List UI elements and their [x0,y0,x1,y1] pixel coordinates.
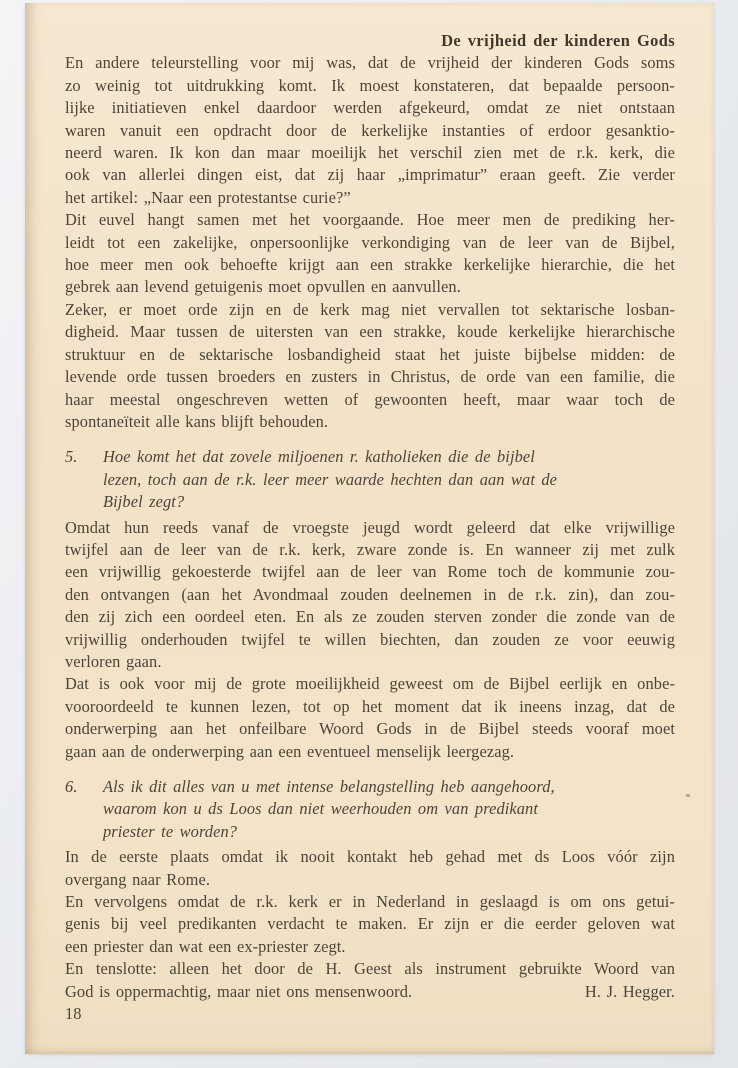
scan-speck [686,793,691,797]
text-line: overgang naar Rome. [65,869,211,889]
text-line: waarom kon u ds Loos dan niet weerhouden om van predikant [103,799,539,819]
text-line [65,981,675,1003]
text-line: digheid. Maar tussen de uitersten van een strakke, koude kerkelijke hierarchische [65,322,675,342]
text-line: In de eerste plaats omdat ik nooit kontakt heb gehad met ds Loos vóór zijn [65,847,675,867]
question-block [65,776,675,843]
paragraph-block [65,673,675,763]
text-line: levende orde tussen broeders en zusters in Christus, de orde van een familie, die [65,367,675,387]
text-line: genis bij veel predikanten verdacht te maken. Er zijn er die eerder geloven wat [65,914,675,934]
text-line: Zeker, er moet orde zijn en de kerk mag niet vervallen tot sektarische losban- [65,299,675,319]
text-line: vrijwillig onderhouden twijfel te willen biechten, dan zouden ze voor eeuwig [65,629,675,649]
question-block [65,446,675,513]
paragraph-block [65,846,675,891]
paragraph-block [65,891,675,958]
text-line: een priester dan wat een ex-priester zegt. [65,936,346,956]
text-blocks [65,52,675,1003]
text-line: lijke initiatieven enkel daardoor werden afgekeurd, omdat ze niet ontstaan [65,98,675,118]
text-line: den zij zich een oordeel eten. En als ze zouden sterven zonder die zonde van de [65,607,675,627]
author-signature: H. J. Hegger. [584,981,675,1001]
text-line: leidt tot een zakelijke, onpersoonlijke verkondiging van de leer van de Bijbel, [65,232,675,252]
text-line: den ontvangen (aan het Avondmaal zouden deelnemen in de r.k. zin), dan zou- [65,584,675,604]
text-line: spontaneïteit alle kans blijft behouden. [65,411,329,431]
text-line: een vrijwillig gekoesterde twijfel aan de leer van Rome toch de kommunie zou- [65,562,675,582]
text-line: Omdat hun reeds vanaf de vroegste jeugd wordt geleerd dat elke vrijwillige [65,517,675,537]
text-line: En vervolgens omdat de r.k. kerk er in Nederland in geslaagd is om ons getui- [65,892,675,912]
text-line: gebrek aan levend getuigenis moet opvullen en aanvullen. [65,277,461,297]
text-line: En andere teleurstelling voor mij was, dat de vrijheid der kinderen Gods soms [65,53,675,73]
text-line: Dat is ook voor mij de grote moeilijkheid geweest om de Bijbel eerlijk en onbe- [65,674,675,694]
text-line: vooroordeeld te kunnen lezen, tot op het moment dat ik ineens inzag, dat de [65,696,675,716]
closing-line-text: God is oppermachtig, maar niet ons mensenwoord. [65,981,413,1001]
text-line: Bijbel zegt? [103,492,185,512]
paragraph-block [65,958,675,1003]
text-line: hoe meer men ook behoefte krijgt aan een strakke kerkelijke hierarchie, die het [65,255,675,275]
text-line: twijfel aan de leer van de r.k. kerk, zware zonde is. En wanneer zij met zulk [65,539,675,559]
text-line: haar meestal ongeschreven wetten of gewoonten heeft, maar waar toch de [65,389,675,409]
text-line: 6. Als ik dit alles van u met intense belangstelling heb aangehoord, [103,776,675,798]
text-line: En tenslotte: alleen het door de H. Geest als instrument gebruikte Woord van [65,959,675,979]
text-line: gaan aan de onderwerping aan een eventueel menselijk leergezag. [65,741,515,761]
paragraph-block [65,52,675,209]
text-line: zo weinig tot uitdrukking komt. Ik moest konstateren, dat bepaalde persoon- [65,75,675,95]
text-line: onderwerping aan het onfeilbare Woord Gods in de Bijbel steeds vooraf moet [65,719,675,739]
text-line: waren vanuit een opdracht door de kerkelijke instanties of erdoor gesanktio- [65,120,675,140]
text-line: het artikel: „Naar een protestantse curie?” [65,187,351,207]
text-line: verloren gaan. [65,651,162,671]
page-number: 18 [65,1004,82,1024]
book-page [25,3,714,1054]
question-number: 6. [65,777,78,796]
running-header: De vrijheid der kinderen Gods [441,31,675,50]
page-text-area [65,30,675,1025]
text-line: Dit euvel hangt samen met het voorgaande. Hoe meer men de prediking her- [65,210,675,230]
text-line: neerd waren. Ik kon dan maar moeilijk het verschil zien met de r.k. kerk, die [65,143,675,163]
paragraph-block [65,517,675,674]
paragraph-block [65,299,675,433]
text-line: priester te worden? [103,821,238,841]
text-line: lezen, toch aan de r.k. leer meer waarde hechten dan aan wat de [103,469,558,489]
text-line: ook van allerlei dingen eist, dat zij haar „imprimatur” eraan geeft. Zie verder [65,165,675,185]
text-line: 5. Hoe komt het dat zovele miljoenen r. katholieken die de bijbel [103,446,675,468]
paragraph-block [65,209,675,299]
text-line: struktuur en de sektarische losbandigheid staat het juiste bijbelse midden: de [65,344,675,364]
question-number: 5. [65,447,78,467]
